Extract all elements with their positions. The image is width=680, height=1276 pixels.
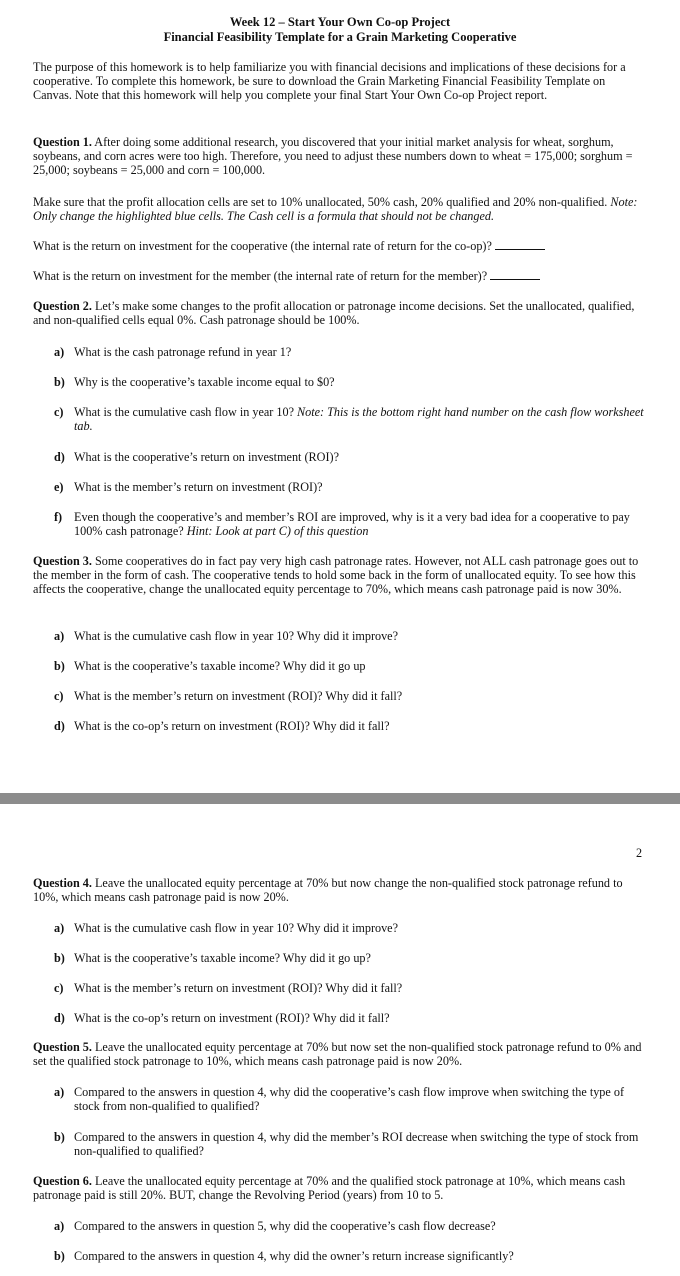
item-text: What is the co-op’s return on investment (ROI)? Why did it fall? bbox=[74, 1011, 390, 1025]
ask-text: What is the return on investment for the cooperative (the internal rate of return for the co-op)? bbox=[33, 239, 495, 253]
item-text-main: What is the cumulative cash flow in year 10? bbox=[74, 405, 298, 419]
item-note: Hint: Look at part C) of this question bbox=[186, 524, 369, 539]
question-text: After doing some additional research, you discovered that your initial market analysis for wheat, sorghum, soybeans, and corn acres were too high. Therefore, you need to adjust these numbers down to wheat = 175,000; sorghum = 25,000; soybeans = 25,000 and corn = 100,000. bbox=[33, 135, 633, 178]
item-label: a) bbox=[54, 629, 65, 643]
question-text: Some cooperatives do in fact pay very high cash patronage rates. However, not ALL cash patronage goes out to the member in the form of cash. The cooperative tends to hold some back in the form of unallocated equity. To see how this affects the cooperative, change the unallocated equity percentage to 70%, which means cash patronage paid is now 30%. bbox=[33, 554, 639, 597]
item-label: d) bbox=[54, 450, 65, 464]
item-label: e) bbox=[54, 480, 64, 494]
item-text: What is the member’s return on investment (ROI)? Why did it fall? bbox=[74, 689, 403, 703]
question-label: Question 6. bbox=[33, 1174, 92, 1188]
item-label: a) bbox=[54, 1085, 65, 1099]
item-text: What is the member’s return on investment (ROI)? bbox=[74, 480, 323, 494]
question-1-ask-coop bbox=[33, 239, 645, 253]
question-6 bbox=[33, 1174, 645, 1202]
item-note: Note: This is the bottom right hand number on the cash flow worksheet tab. bbox=[74, 405, 644, 434]
doc-title: Week 12 – Start Your Own Co-op Project bbox=[229, 15, 451, 29]
item-label: b) bbox=[54, 951, 65, 965]
item-text: Compared to the answers in question 4, why did the cooperative’s cash flow improve when switching the type of stock from non-qualified to qualified? bbox=[74, 1085, 625, 1114]
answer-blank[interactable] bbox=[490, 269, 540, 280]
question-2 bbox=[33, 299, 645, 327]
question-text: Let’s make some changes to the profit allocation or patronage income decisions. Set the unallocated, qualified, and non-qualified cells equal 0%. Cash patronage should be 100%. bbox=[33, 299, 635, 328]
item-text: What is the cooperative’s taxable income? Why did it go up bbox=[74, 659, 366, 673]
question-1-instructions bbox=[33, 195, 645, 223]
question-label: Question 1. bbox=[33, 135, 92, 149]
ask-text: What is the return on investment for the member (the internal rate of return for the member)? bbox=[33, 269, 491, 283]
item-label: a) bbox=[54, 1219, 65, 1233]
question-1-ask-member bbox=[33, 269, 645, 283]
item-text bbox=[74, 510, 644, 538]
answer-blank[interactable] bbox=[495, 239, 545, 250]
item-label: b) bbox=[54, 659, 65, 673]
question-1 bbox=[33, 135, 645, 178]
item-text bbox=[74, 405, 644, 433]
page-separator bbox=[0, 793, 680, 804]
item-label: d) bbox=[54, 719, 65, 733]
item-text: Compared to the answers in question 5, why did the cooperative’s cash flow decrease? bbox=[74, 1219, 496, 1233]
instruction-text: Make sure that the profit allocation cells are set to 10% unallocated, 50% cash, 20% qualified and 20% non-qualified. bbox=[33, 195, 611, 209]
item-label: c) bbox=[54, 405, 64, 419]
item-text: What is the cumulative cash flow in year 10? Why did it improve? bbox=[74, 921, 399, 935]
question-label: Question 4. bbox=[33, 876, 92, 890]
item-label: c) bbox=[54, 981, 64, 995]
item-text-main: Even though the cooperative’s and member’s ROI are improved, why is it a very bad idea for a cooperative to pay 100% cash patronage? bbox=[74, 510, 630, 539]
item-text: What is the cumulative cash flow in year 10? Why did it improve? bbox=[74, 629, 399, 643]
document-page-2 bbox=[0, 804, 680, 1276]
item-text: Why is the cooperative’s taxable income equal to $0? bbox=[74, 375, 335, 389]
item-text: What is the cooperative’s taxable income? Why did it go up? bbox=[74, 951, 371, 965]
doc-subtitle: Financial Feasibility Template for a Grain Marketing Cooperative bbox=[163, 30, 517, 44]
item-label: c) bbox=[54, 689, 64, 703]
item-text: What is the cash patronage refund in year 1? bbox=[74, 345, 292, 359]
item-label: b) bbox=[54, 375, 65, 389]
question-text: Leave the unallocated equity percentage at 70% but now set the non-qualified stock patronage refund to 0% and set the qualified stock patronage to 10%, which means cash patronage paid is now 20%. bbox=[33, 1040, 642, 1069]
question-5 bbox=[33, 1040, 645, 1068]
item-text: What is the member’s return on investment (ROI)? Why did it fall? bbox=[74, 981, 403, 995]
page-number: 2 bbox=[636, 846, 643, 860]
question-3 bbox=[33, 554, 645, 597]
item-label: a) bbox=[54, 345, 65, 359]
question-4 bbox=[33, 876, 645, 904]
item-text: Compared to the answers in question 4, why did the member’s ROI decrease when switching the type of stock from non-qualified to qualified? bbox=[74, 1130, 639, 1159]
item-label: d) bbox=[54, 1011, 65, 1025]
item-label: b) bbox=[54, 1130, 65, 1144]
question-text: Leave the unallocated equity percentage at 70% and the qualified stock patronage at 10%, which means cash patronage paid is still 20%. BUT, change the Revolving Period (years) from 10 to 5. bbox=[33, 1174, 626, 1203]
item-text: What is the co-op’s return on investment (ROI)? Why did it fall? bbox=[74, 719, 390, 733]
item-label: b) bbox=[54, 1249, 65, 1263]
item-label: a) bbox=[54, 921, 65, 935]
item-text: What is the cooperative’s return on investment (ROI)? bbox=[74, 450, 339, 464]
item-text: Compared to the answers in question 4, why did the owner’s return increase significantly? bbox=[74, 1249, 514, 1263]
question-label: Question 3. bbox=[33, 554, 92, 568]
intro-paragraph: The purpose of this homework is to help familiarize you with financial decisions and implications of these decisions for a cooperative. To complete this homework, be sure to download the Grain Marketing Financial Feasibility Template on Canvas. Note that this homework will help you complete your final Start Your Own Co-op Project report. bbox=[33, 60, 626, 103]
question-text: Leave the unallocated equity percentage at 70% but now change the non-qualified stock patronage refund to 10%, which means cash patronage paid is now 20%. bbox=[33, 876, 623, 905]
item-label: f) bbox=[54, 510, 63, 524]
question-label: Question 2. bbox=[33, 299, 92, 313]
instruction-note: Note: Only change the highlighted blue cells. The Cash cell is a formula that should not be changed. bbox=[33, 195, 638, 224]
question-label: Question 5. bbox=[33, 1040, 92, 1054]
